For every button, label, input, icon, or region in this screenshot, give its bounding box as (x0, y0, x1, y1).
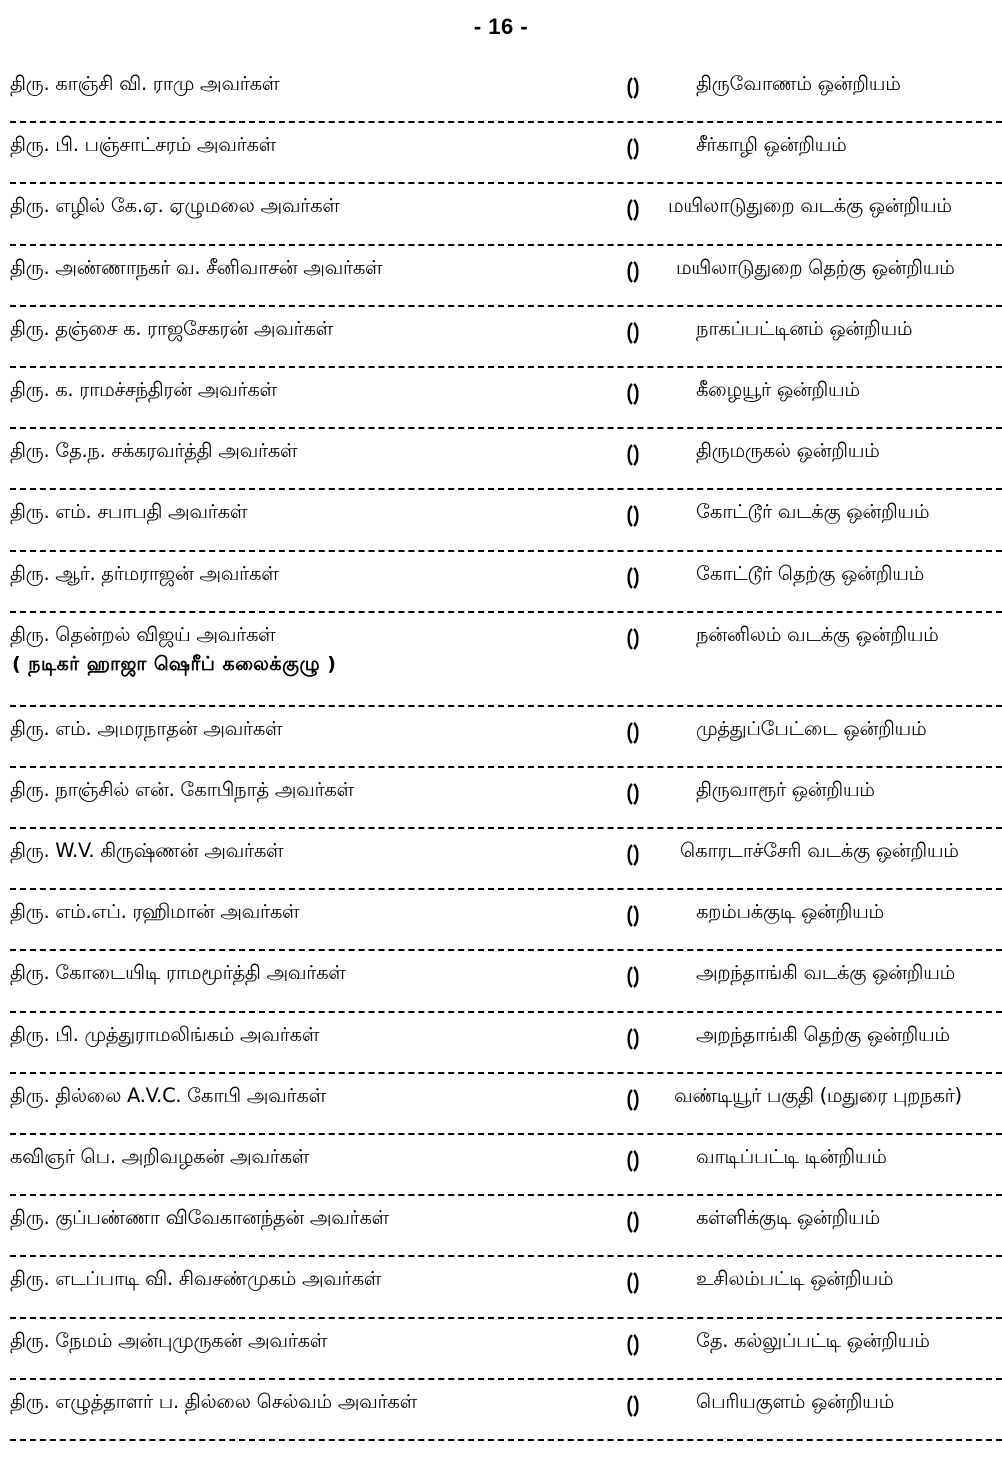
list-item (10, 184, 1002, 245)
list-item (10, 552, 1002, 613)
list-item (10, 368, 1002, 429)
speaker-name: திரு. எம். சபாபதி அவர்கள் (10, 500, 248, 524)
separator-mark (626, 627, 640, 651)
separator-mark (626, 504, 640, 528)
separator-mark (626, 1394, 640, 1418)
list-item (10, 307, 1002, 368)
speaker-name: திரு. எடப்பாடி வி. சிவசண்முகம் அவர்கள் (10, 1267, 382, 1291)
union-name: கறம்பக்குடி ஒன்றியம் (696, 900, 884, 924)
union-name: திருவோணம் ஒன்றியம் (696, 72, 901, 95)
speaker-name: திரு. எம்.எப். ரஹிமான் அவர்கள் (10, 900, 300, 924)
separator-mark (626, 1271, 640, 1295)
speaker-name: திரு. அண்ணாநகர் வ. சீனிவாசன் அவர்கள் (10, 255, 383, 279)
separator-mark (626, 321, 640, 345)
list-item (10, 1074, 1002, 1135)
speaker-name: திரு. தில்லை A.V.C. கோபி அவர்கள் (10, 1083, 326, 1107)
list-item (10, 1257, 1002, 1318)
separator-mark (626, 721, 640, 745)
list-item (10, 1380, 1002, 1441)
speaker-name: திரு. தே.ந. சக்கரவர்த்தி அவர்கள் (10, 439, 298, 463)
separator-mark (626, 782, 640, 806)
list-item (10, 123, 1002, 184)
list-item (10, 490, 1002, 551)
separator-mark (626, 1027, 640, 1051)
speaker-list (10, 62, 1002, 1441)
speaker-name: திரு. ஆர். தர்மராஜன் அவர்கள் (10, 561, 279, 585)
speaker-affiliation: ( நடிகர் ஹாஜா ஷெரீப் கலைக்குழு ) (12, 652, 337, 675)
speaker-name: திரு. நாஞ்சில் என். கோபிநாத் அவர்கள் (10, 777, 354, 801)
separator-mark (626, 843, 640, 867)
speaker-name: திரு. W.V. கிருஷ்ணன் அவர்கள் (10, 839, 284, 863)
speaker-name: திரு. குப்பண்ணா விவேகானந்தன் அவர்கள் (10, 1206, 389, 1230)
speaker-name: திரு. தஞ்சை க. ராஜசேகரன் அவர்கள் (10, 316, 333, 340)
union-name: முத்துப்பேட்டை ஒன்றியம் (696, 716, 927, 740)
union-name: வண்டியூர் பகுதி (மதுரை புறநகர்) (674, 1083, 962, 1107)
speaker-name: திரு. எழுத்தாளர் ப. தில்லை செல்வம் அவர்கள் (10, 1389, 417, 1413)
union-name: அறந்தாங்கி வடக்கு ஒன்றியம் (696, 961, 956, 985)
union-name: கீழையூர் ஒன்றியம் (696, 377, 860, 401)
separator-mark (626, 1333, 640, 1357)
list-item (10, 246, 1002, 307)
speaker-name: திரு. காஞ்சி வி. ராமு அவர்கள் (10, 72, 280, 95)
speaker-name: திரு. எம். அமரநாதன் அவர்கள் (10, 716, 283, 740)
union-name: கோட்டூர் வடக்கு ஒன்றியம் (696, 500, 930, 524)
union-name: கள்ளிக்குடி ஒன்றியம் (696, 1206, 880, 1230)
speaker-name: திரு. நேமம் அன்புமுருகன் அவர்கள் (10, 1328, 328, 1352)
list-item (10, 1319, 1002, 1380)
list-item (10, 429, 1002, 490)
list-item (10, 1196, 1002, 1257)
speaker-name: திரு. க. ராமச்சந்திரன் அவர்கள் (10, 377, 277, 401)
list-item (10, 707, 1002, 768)
speaker-name: கவிஞர் பெ. அறிவழகன் அவர்கள் (10, 1145, 310, 1168)
separator-mark (626, 566, 640, 590)
list-item (10, 62, 1002, 123)
separator-mark (626, 76, 640, 100)
union-name: தே. கல்லுப்பட்டி ஒன்றியம் (696, 1328, 930, 1352)
separator-mark (626, 904, 640, 928)
union-name: திருவாரூர் ஒன்றியம் (696, 777, 875, 801)
speaker-name: திரு. கோடையிடி ராமமூர்த்தி அவர்கள் (10, 961, 346, 985)
union-name: வாடிப்பட்டி டின்றியம் (696, 1145, 887, 1168)
union-name: மயிலாடுதுறை தெற்கு ஒன்றியம் (676, 255, 955, 279)
separator-mark (626, 965, 640, 989)
speaker-name: திரு. பி. பஞ்சாட்சரம் அவர்கள் (10, 133, 276, 157)
separator-mark (626, 1088, 640, 1112)
speaker-name: திரு. எழில் கே.ஏ. ஏழுமலை அவர்கள் (10, 194, 340, 218)
list-item (10, 768, 1002, 829)
speaker-name: திரு. தென்றல் விஜய் அவர்கள் (10, 622, 276, 646)
union-name: கொரடாச்சேரி வடக்கு ஒன்றியம் (680, 839, 959, 863)
union-name: நாகப்பட்டினம் ஒன்றியம் (696, 316, 913, 340)
union-name: மயிலாடுதுறை வடக்கு ஒன்றியம் (668, 194, 952, 218)
union-name: கோட்டூர் தெற்கு ஒன்றியம் (696, 561, 925, 585)
union-name: உசிலம்பட்டி ஒன்றியம் (696, 1267, 894, 1291)
separator-mark (626, 1149, 640, 1173)
speaker-name: திரு. பி. முத்துராமலிங்கம் அவர்கள் (10, 1022, 320, 1046)
list-item (10, 951, 1002, 1012)
page-number: - 16 - (473, 14, 529, 39)
separator-mark (626, 260, 640, 284)
list-item (10, 613, 1002, 707)
separator-mark (626, 1210, 640, 1234)
union-name: சீர்காழி ஒன்றியம் (696, 133, 847, 157)
separator-mark (626, 443, 640, 467)
union-name: திருமருகல் ஒன்றியம் (696, 439, 880, 463)
separator-mark (626, 198, 640, 222)
union-name: நன்னிலம் வடக்கு ஒன்றியம் (696, 622, 939, 646)
list-item (10, 1135, 1002, 1196)
list-item (10, 890, 1002, 951)
union-name: அறந்தாங்கி தெற்கு ஒன்றியம் (696, 1022, 950, 1046)
separator-mark (626, 382, 640, 406)
separator-mark (626, 137, 640, 161)
union-name: பெரியகுளம் ஒன்றியம் (696, 1389, 894, 1413)
list-item (10, 1013, 1002, 1074)
list-item (10, 829, 1002, 890)
